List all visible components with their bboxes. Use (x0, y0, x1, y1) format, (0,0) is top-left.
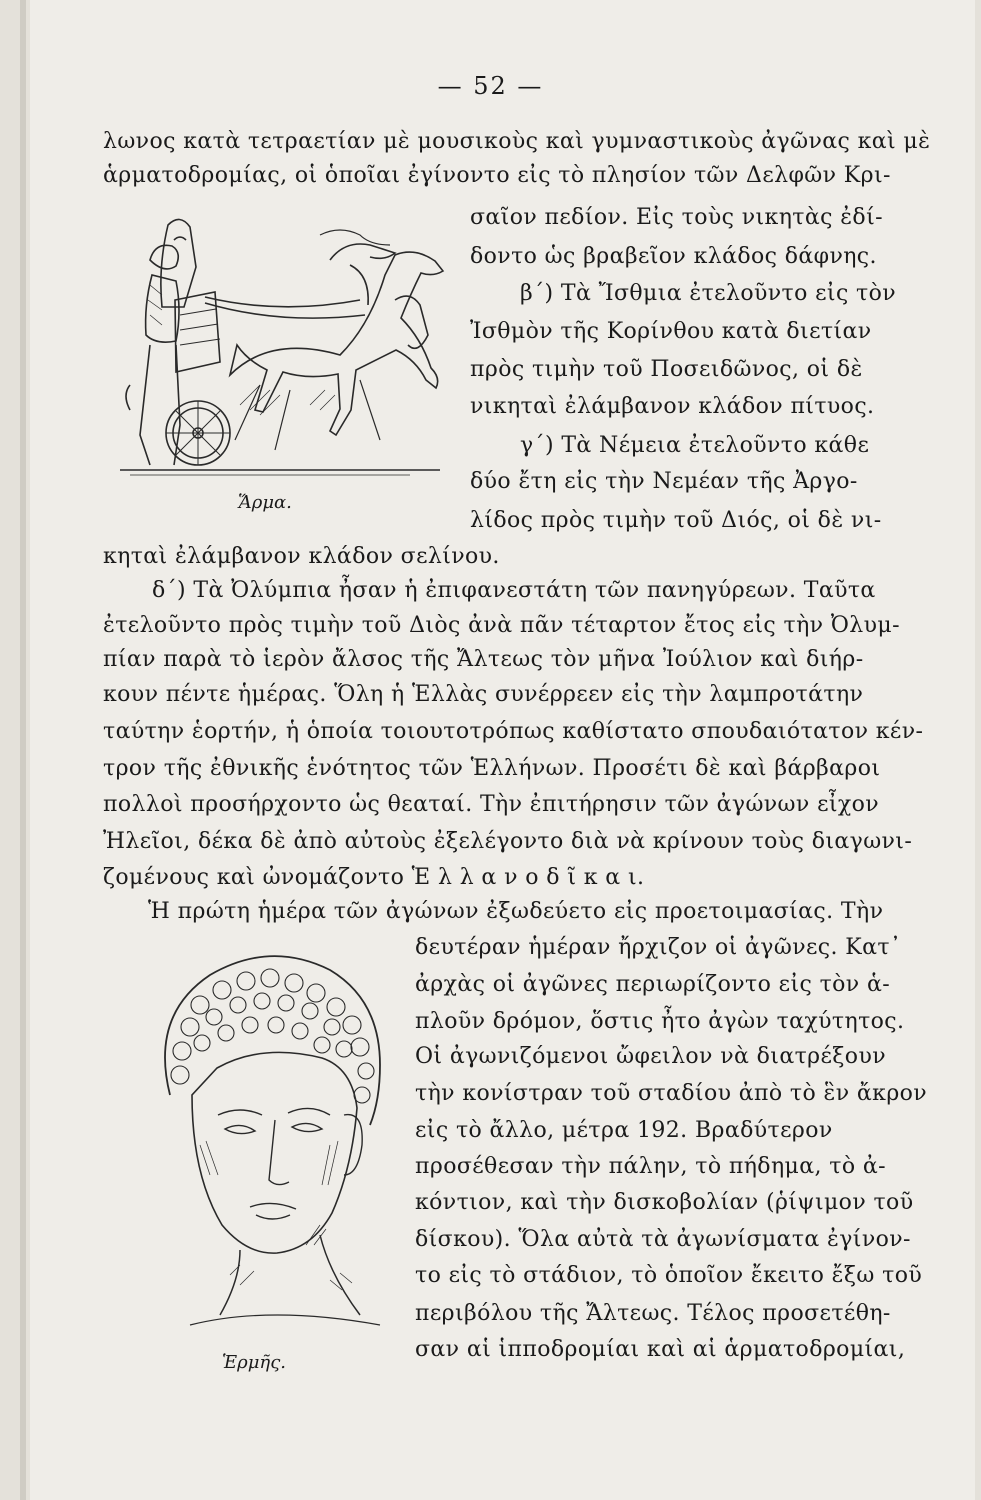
text-line: ἐτελοῦντο πρὸς τιμὴν τοῦ Διὸς ἀνὰ πᾶν τέταρτον ἔτος εἰς τὴν Ὀλυμ- (103, 613, 900, 638)
text-line: ταύτην ἑορτήν, ἡ ὁποία τοιουτοτρόπως καθίστατο σπουδαιότατον κέν- (103, 719, 924, 744)
text-line: δίσκου). Ὅλα αὐτὰ τὰ ἀγωνίσματα ἐγίνον- (415, 1227, 911, 1252)
text-line: τρον τῆς ἐθνικῆς ἑνότητος τῶν Ἑλλήνων. Προσέτι δὲ καὶ βάρβαροι (103, 756, 881, 781)
text-line: Ἰσθμὸν τῆς Κορίνθου κατὰ διετίαν (470, 319, 872, 344)
text-line: Ἡ πρώτη ἡμέρα τῶν ἀγώνων ἐξωδεύετο εἰς προετοιμασίας. Τὴν (148, 899, 884, 924)
text-line: περιβόλου τῆς Ἄλτεως. Τέλος προσετέθη- (415, 1301, 891, 1326)
text-line: πρὸς τιμὴν τοῦ Ποσειδῶνος, οἱ δὲ (470, 357, 863, 382)
text-line: κηταὶ ἐλάμβανον κλάδον σελίνου. (103, 544, 500, 569)
text-line: γ΄) Τὰ Νέμεια ἐτελοῦντο κάθε (520, 433, 870, 458)
text-line: ζομένους καὶ ὠνομάζοντο Ἑ λ λ α ν ο δ ῖ κ α ι. (103, 865, 645, 890)
text-line: προσέθεσαν τὴν πάλην, τὸ πήδημα, τὸ ἀ- (415, 1154, 886, 1179)
text-line: εἰς τὸ ἄλλο, μέτρα 192. Βραδύτερον (415, 1118, 833, 1143)
hermes-bust-illustration (130, 945, 415, 1340)
text-line: δ΄) Τὰ Ὀλύμπια ἦσαν ἡ ἐπιφανεστάτη τῶν πανηγύρεων. Ταῦτα (152, 578, 876, 603)
text-line: δευτέραν ἡμέραν ἤρχιζον οἱ ἀγῶνες. Κατ᾿ (415, 935, 902, 960)
text-line: ἁρματοδρομίας, οἱ ὁποῖαι ἐγίνοντο εἰς τὸ πλησίον τῶν Δελφῶν Κρι- (103, 163, 891, 188)
chariot-caption: Ἅρμα. (238, 492, 292, 513)
text-line: σαῖον πεδίον. Εἰς τοὺς νικητὰς ἐδί- (470, 205, 883, 230)
text-line: τὴν κονίστραν τοῦ σταδίου ἀπὸ τὸ ἓν ἄκρον (415, 1081, 928, 1106)
text-line: πλοῦν δρόμον, ὅστις ἦτο ἀγὼν ταχύτητος. (415, 1009, 905, 1034)
text-line: β΄) Τὰ Ἴσθμια ἐτελοῦντο εἰς τὸν (520, 281, 897, 306)
text-line: δύο ἔτη εἰς τὴν Νεμέαν τῆς Ἀργο- (470, 469, 858, 494)
text-line: λίδος πρὸς τιμὴν τοῦ Διός, οἱ δὲ νι- (470, 508, 882, 533)
text-line: Οἱ ἀγωνιζόμενοι ὤφειλον νὰ διατρέξουν (415, 1044, 886, 1069)
page-edge-shadow (20, 0, 26, 1500)
text-line: κουν πέντε ἡμέρας. Ὅλη ἡ Ἑλλὰς συνέρρεεν εἰς τὴν λαμπροτάτην (103, 682, 864, 707)
text-line: πίαν παρὰ τὸ ἱερὸν ἄλσος τῆς Ἄλτεως τὸν μῆνα Ἰούλιον καὶ διήρ- (103, 647, 864, 672)
text-line: πολλοὶ προσήρχοντο ὡς θεαταί. Τὴν ἐπιτήρησιν τῶν ἀγώνων εἶχον (103, 792, 880, 817)
text-line: νικηταὶ ἐλάμβανον κλάδον πίτυος. (470, 394, 875, 419)
text-line: δοντο ὡς βραβεῖον κλάδος δάφνης. (470, 244, 877, 269)
text-line: ἀρχὰς οἱ ἀγῶνες περιωρίζοντο εἰς τὸν ἁ- (415, 972, 891, 997)
text-line: Ἠλεῖοι, δέκα δὲ ἀπὸ αὐτοὺς ἐξελέγοντο διὰ νὰ κρίνουν τοὺς διαγωνι- (103, 829, 913, 854)
text-line: το εἰς τὸ στάδιον, τὸ ὁποῖον ἔκειτο ἔξω τοῦ (415, 1263, 923, 1288)
text-line: κόντιον, καὶ τὴν δισκοβολίαν (ῥίψιμον τοῦ (415, 1190, 914, 1215)
text-line: σαν αἱ ἱπποδρομίαι καὶ αἱ ἁρματοδρομίαι, (415, 1337, 906, 1362)
hermes-caption: Ἑρμῆς. (222, 1352, 287, 1373)
page-number: — 52 — (437, 72, 544, 100)
text-line: λωνος κατὰ τετραετίαν μὲ μουσικοὺς καὶ γυμναστικοὺς ἀγῶνας καὶ μὲ (103, 129, 931, 154)
chariot-illustration (110, 205, 465, 490)
